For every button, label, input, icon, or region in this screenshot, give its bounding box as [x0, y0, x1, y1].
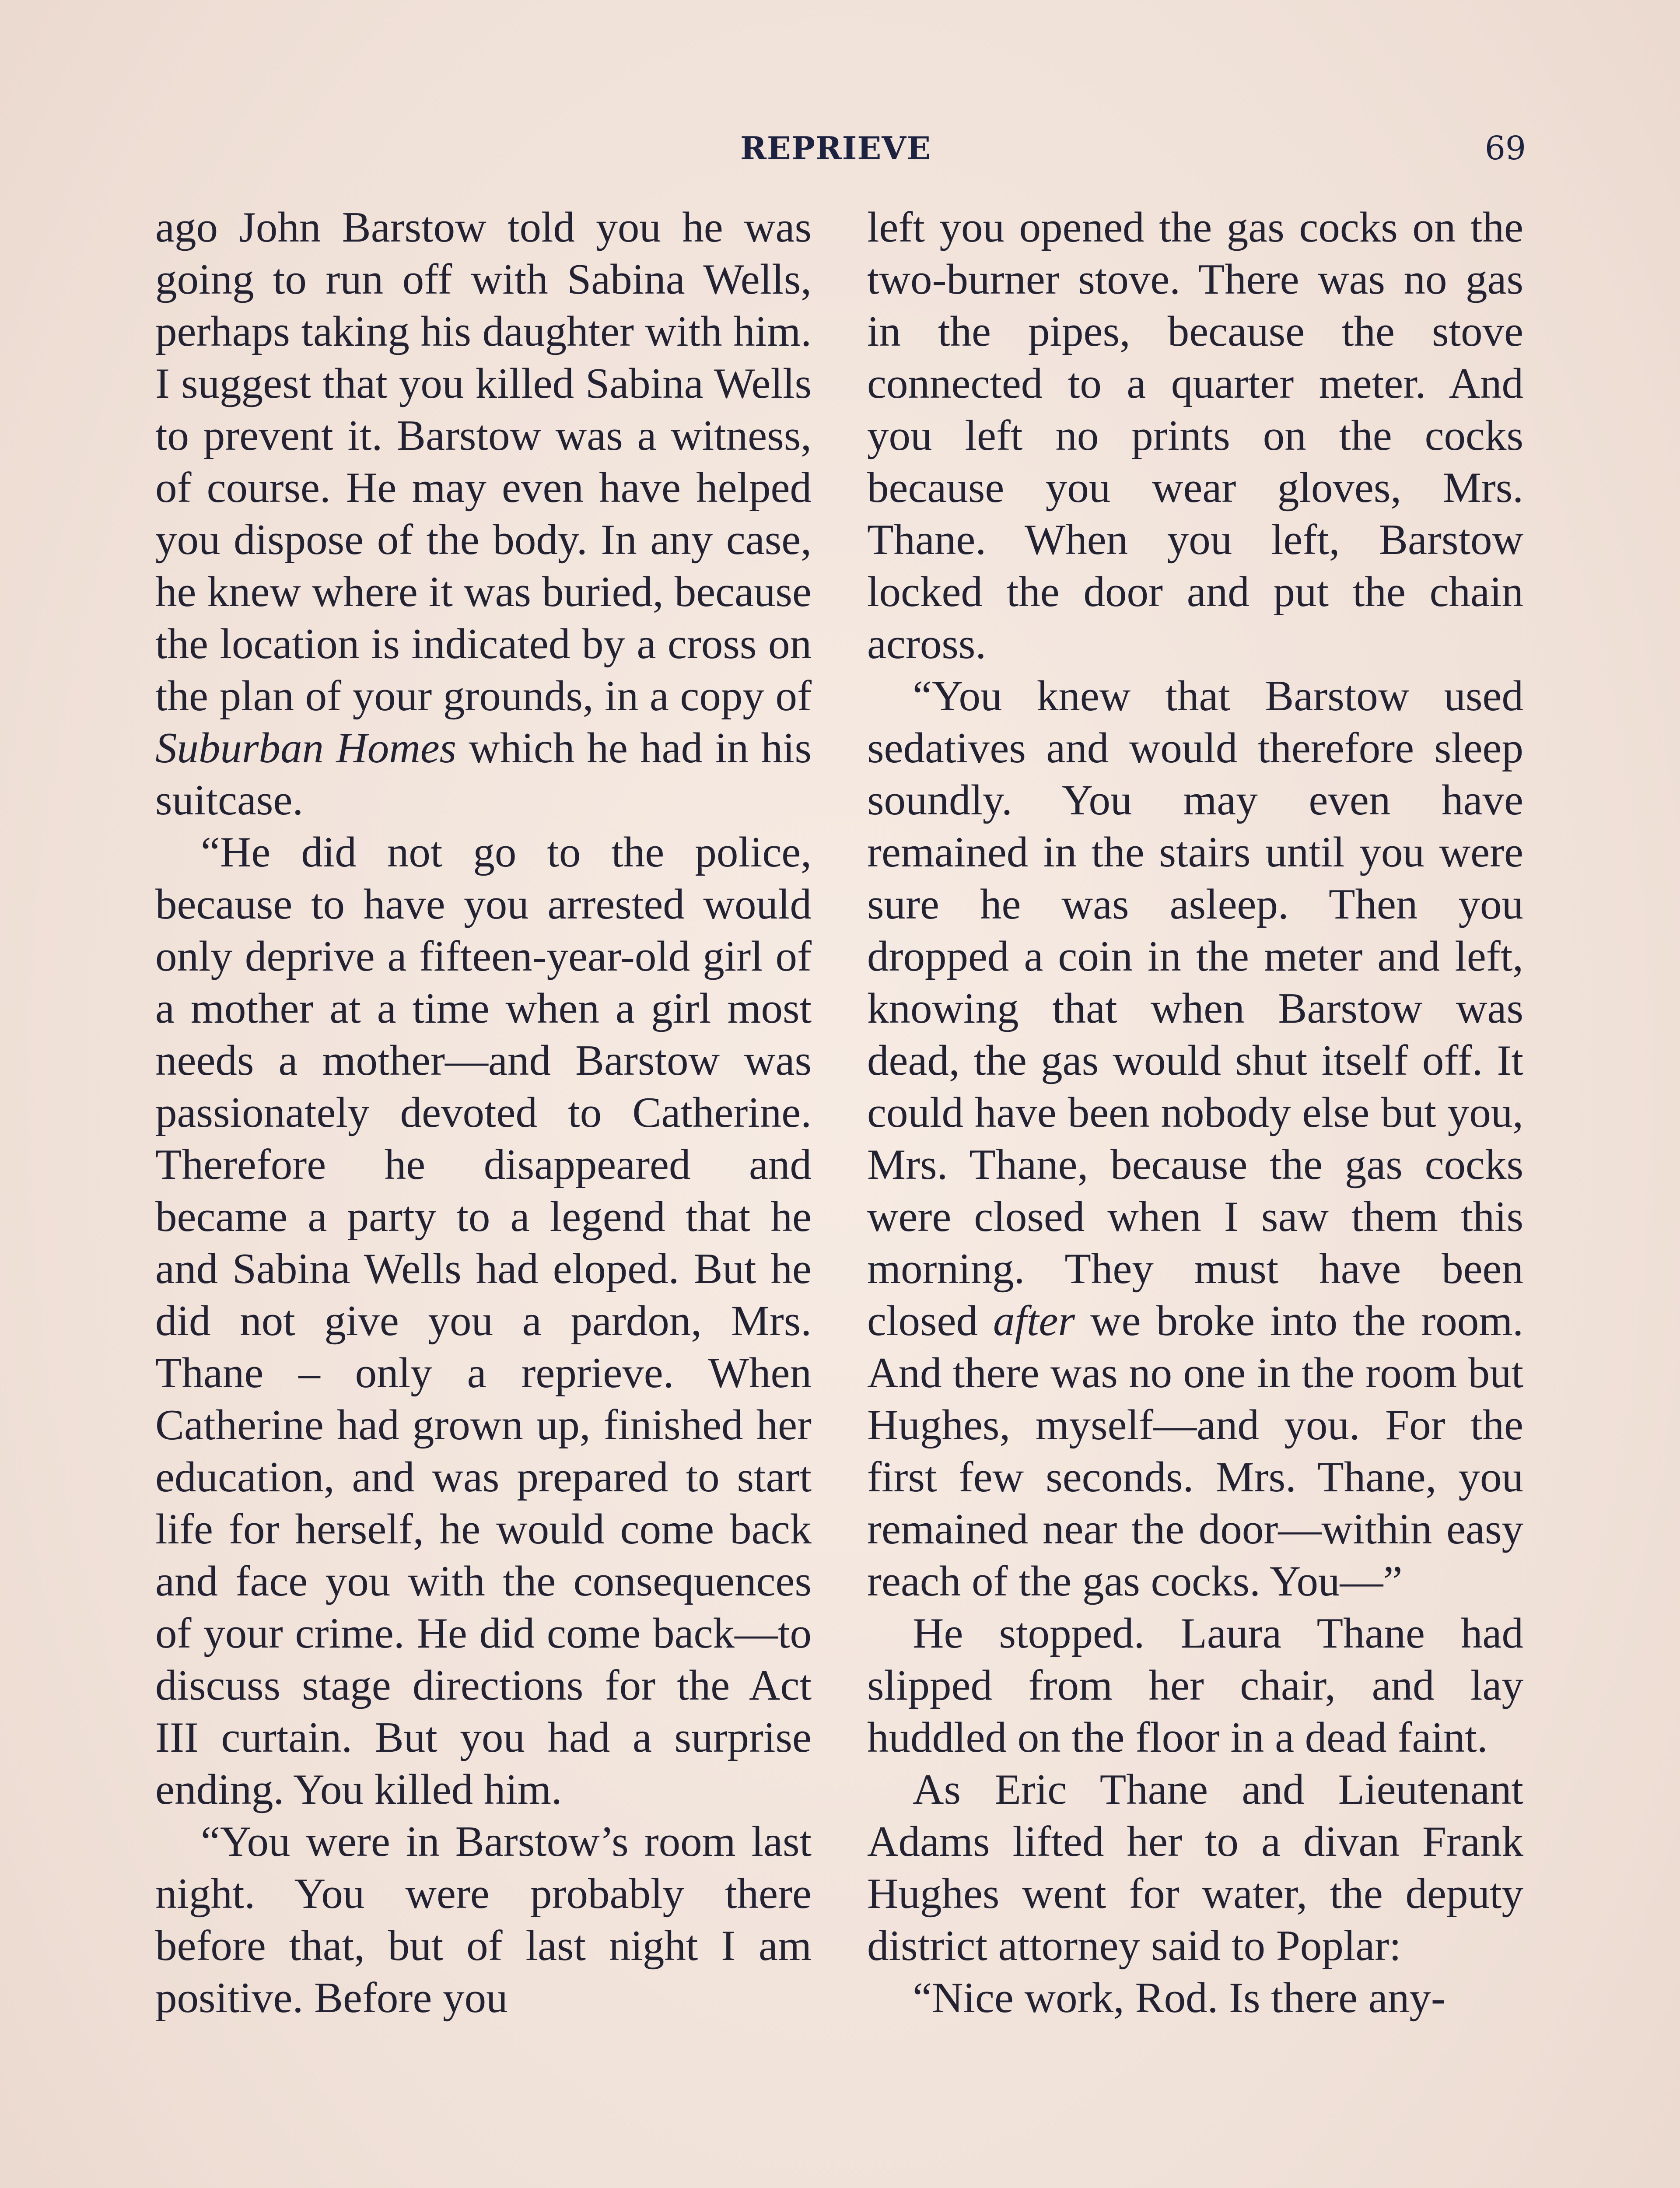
paragraph: “You were in Barstow’s room last night. You were probably there before that, but of last night I am positive. Before you	[155, 1818, 812, 2022]
emphasis: after	[993, 1297, 1075, 1345]
running-title: REPRIEVE	[740, 130, 931, 167]
paragraph: As Eric Thane and Lieutenant Adams lifted her to a divan Frank Hughes went for water, the deputy district attorney said to Poplar:	[867, 1766, 1523, 1970]
paragraph-text: we broke into the room. And there was no one in the room but Hughes, myself—and you. For the first few seconds. Mrs. Thane, you remained near the door—within easy reach of the gas cocks. You—”	[867, 1297, 1523, 1605]
right-column	[867, 201, 1523, 2024]
paragraph: He stopped. Laura Thane had slipped from her chair, and lay huddled on the floor in a dead faint.	[867, 1609, 1523, 1761]
paragraph-text: ago John Barstow told you he was going to run off with Sabina Wells, perhaps taking his daughter with him. I suggest that you killed Sabina Wells to prevent it. Barstow was a witness, of course. He may even have helped you dispose of the body. In any case, he knew where it was buried, because the location is indicated by a cross on the plan of your grounds, in a copy of	[155, 203, 812, 720]
paragraph: left you opened the gas cocks on the two-burner stove. There was no gas in the pipes, because the stove connected to a quarter meter. And you left no prints on the cocks because you wear gloves, Mrs. Thane. When you left, Barstow locked the door and put the chain across.	[867, 203, 1523, 668]
paragraph-text: “You knew that Barstow used sedatives and would therefore sleep soundly. You may even have remained in the stairs until you were sure he was asleep. Then you dropped a coin in the meter and left, knowing that when Barstow was dead, the gas would shut itself off. It could have been nobody else but you, Mrs. Thane, because the gas cocks were closed when I saw them this morning. They must have been closed	[867, 672, 1523, 1345]
paragraph: “Nice work, Rod. Is there any-	[913, 1974, 1446, 2022]
paragraph	[867, 670, 1523, 1607]
left-column	[155, 201, 812, 2024]
running-head	[0, 130, 1680, 182]
page-number: 69	[1484, 130, 1526, 167]
magazine-title: Suburban Homes	[155, 724, 457, 772]
paragraph-text: which he had in his suitcase.	[155, 724, 812, 824]
paragraph	[155, 201, 812, 826]
paragraph: “He did not go to the police, because to have you arrested would only deprive a fifteen-year-old girl of a mother at a time when a girl most needs a mother—and Barstow was passionately devoted to Catherine. Therefore he disappeared and became a party to a legend that he and Sabina Wells had eloped. But he did not give you a pardon, Mrs. Thane – only a reprieve. When Catherine had grown up, finished her education, and was prepared to start life for herself, he would come back and face you with the consequences of your crime. He did come back—to discuss stage directions for the Act III curtain. But you had a surprise ending. You killed him.	[155, 828, 812, 1813]
